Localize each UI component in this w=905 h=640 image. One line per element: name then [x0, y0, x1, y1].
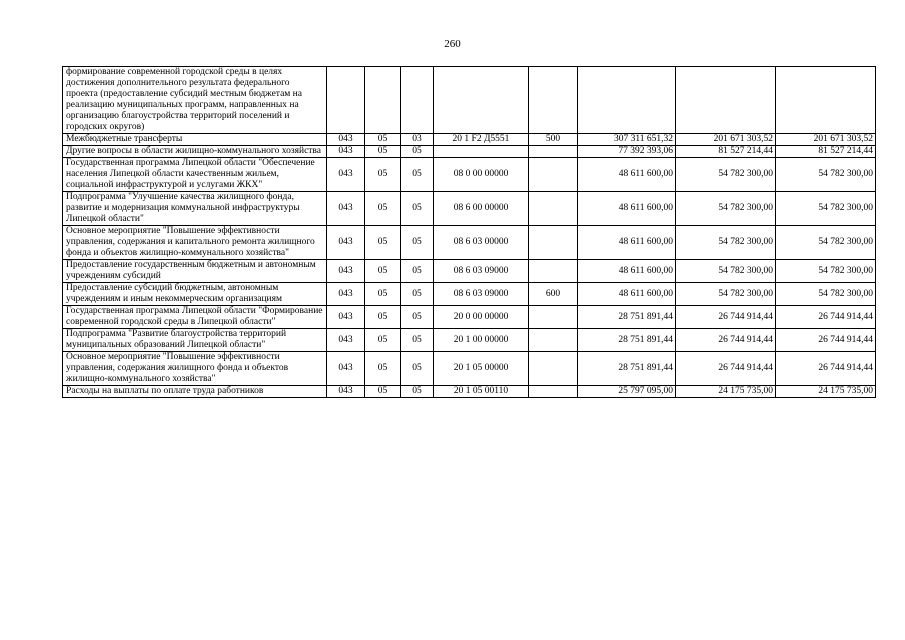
row-name-cell: Государственная программа Липецкой области "Формирование современной городской среды в Липецкой области"	[63, 306, 327, 329]
amount-year3-cell: 26 744 914,44	[776, 352, 876, 386]
target-article-cell: 08 6 03 00000	[434, 226, 529, 260]
amount-year2-cell: 54 782 300,00	[676, 158, 776, 192]
amount-year1-cell: 48 611 600,00	[578, 158, 676, 192]
expense-type-cell: 500	[529, 134, 578, 146]
ved-code-cell: 043	[327, 329, 365, 352]
amount-year1-cell: 28 751 891,44	[578, 352, 676, 386]
table-row	[63, 386, 876, 398]
amount-year1-cell: 77 392 393,06	[578, 146, 676, 158]
amount-year1-cell: 48 611 600,00	[578, 283, 676, 306]
section-code-cell: 05	[365, 352, 401, 386]
amount-year1-cell: 28 751 891,44	[578, 306, 676, 329]
ved-code-cell: 043	[327, 158, 365, 192]
amount-year2-cell: 54 782 300,00	[676, 283, 776, 306]
expense-type-cell: 600	[529, 283, 578, 306]
row-name-cell: Расходы на выплаты по оплате труда работников	[63, 386, 327, 398]
subsection-code-cell	[401, 67, 434, 134]
amount-year1-cell: 48 611 600,00	[578, 226, 676, 260]
amount-year1-cell: 25 797 095,00	[578, 386, 676, 398]
section-code-cell: 05	[365, 283, 401, 306]
target-article-cell: 20 1 00 00000	[434, 329, 529, 352]
amount-year1-cell	[578, 67, 676, 134]
row-name-cell: Предоставление субсидий бюджетным, автономным учреждениям и иным некоммерческим организациям	[63, 283, 327, 306]
subsection-code-cell: 05	[401, 329, 434, 352]
expense-type-cell	[529, 386, 578, 398]
amount-year1-cell: 48 611 600,00	[578, 192, 676, 226]
amount-year2-cell: 26 744 914,44	[676, 352, 776, 386]
amount-year3-cell: 201 671 303,52	[776, 134, 876, 146]
ved-code-cell: 043	[327, 192, 365, 226]
table-body	[63, 67, 876, 398]
table-row	[63, 67, 876, 134]
ved-code-cell: 043	[327, 352, 365, 386]
amount-year3-cell: 24 175 735,00	[776, 386, 876, 398]
target-article-cell: 08 0 00 00000	[434, 158, 529, 192]
ved-code-cell: 043	[327, 283, 365, 306]
table-row	[63, 283, 876, 306]
target-article-cell: 08 6 03 09000	[434, 260, 529, 283]
section-code-cell: 05	[365, 134, 401, 146]
amount-year2-cell: 54 782 300,00	[676, 226, 776, 260]
amount-year2-cell	[676, 67, 776, 134]
amount-year3-cell: 81 527 214,44	[776, 146, 876, 158]
amount-year3-cell: 26 744 914,44	[776, 329, 876, 352]
section-code-cell	[365, 67, 401, 134]
ved-code-cell: 043	[327, 386, 365, 398]
subsection-code-cell: 05	[401, 260, 434, 283]
ved-code-cell: 043	[327, 306, 365, 329]
amount-year2-cell: 24 175 735,00	[676, 386, 776, 398]
row-name-cell: Государственная программа Липецкой области "Обеспечение населения Липецкой области качественным жильем, социальной инфраструктурой и услугами ЖКХ"	[63, 158, 327, 192]
row-name-cell: Подпрограмма "Развитие благоустройства территорий муниципальных образований Липецкой области"	[63, 329, 327, 352]
amount-year1-cell: 28 751 891,44	[578, 329, 676, 352]
amount-year2-cell: 26 744 914,44	[676, 329, 776, 352]
amount-year3-cell: 54 782 300,00	[776, 192, 876, 226]
ved-code-cell: 043	[327, 226, 365, 260]
target-article-cell	[434, 67, 529, 134]
section-code-cell: 05	[365, 146, 401, 158]
subsection-code-cell: 03	[401, 134, 434, 146]
expense-type-cell	[529, 306, 578, 329]
expense-type-cell	[529, 192, 578, 226]
ved-code-cell	[327, 67, 365, 134]
amount-year3-cell: 54 782 300,00	[776, 226, 876, 260]
target-article-cell: 08 6 03 09000	[434, 283, 529, 306]
table-row	[63, 146, 876, 158]
amount-year1-cell: 48 611 600,00	[578, 260, 676, 283]
table-row	[63, 352, 876, 386]
expense-type-cell	[529, 329, 578, 352]
target-article-cell: 20 1 F2 Д5551	[434, 134, 529, 146]
amount-year2-cell: 201 671 303,52	[676, 134, 776, 146]
amount-year2-cell: 81 527 214,44	[676, 146, 776, 158]
row-name-cell: Основное мероприятие "Повышение эффективности управления, содержания жилищного фонда и объектов жилищно-коммунального хозяйства"	[63, 352, 327, 386]
expense-type-cell	[529, 352, 578, 386]
amount-year3-cell: 54 782 300,00	[776, 158, 876, 192]
section-code-cell: 05	[365, 329, 401, 352]
subsection-code-cell: 05	[401, 352, 434, 386]
expense-type-cell	[529, 158, 578, 192]
row-name-cell: формирование современной городской среды в целях достижения дополнительного результата федерального проекта (предоставление субсидий местным бюджетам на реализацию муниципальных программ, направленных на организацию благоустройства территорий поселений и городских округов)	[63, 67, 327, 134]
subsection-code-cell: 05	[401, 146, 434, 158]
table-row	[63, 192, 876, 226]
table-row	[63, 329, 876, 352]
amount-year3-cell: 54 782 300,00	[776, 283, 876, 306]
row-name-cell: Предоставление государственным бюджетным и автономным учреждениям субсидий	[63, 260, 327, 283]
expense-type-cell	[529, 67, 578, 134]
section-code-cell: 05	[365, 260, 401, 283]
subsection-code-cell: 05	[401, 283, 434, 306]
amount-year2-cell: 54 782 300,00	[676, 192, 776, 226]
section-code-cell: 05	[365, 386, 401, 398]
target-article-cell: 08 6 00 00000	[434, 192, 529, 226]
section-code-cell: 05	[365, 226, 401, 260]
amount-year2-cell: 54 782 300,00	[676, 260, 776, 283]
subsection-code-cell: 05	[401, 192, 434, 226]
expense-type-cell	[529, 260, 578, 283]
expense-type-cell	[529, 226, 578, 260]
target-article-cell: 20 1 05 00000	[434, 352, 529, 386]
amount-year3-cell	[776, 67, 876, 134]
section-code-cell: 05	[365, 306, 401, 329]
section-code-cell: 05	[365, 158, 401, 192]
amount-year2-cell: 26 744 914,44	[676, 306, 776, 329]
subsection-code-cell: 05	[401, 158, 434, 192]
target-article-cell: 20 1 05 00110	[434, 386, 529, 398]
page-number: 260	[444, 38, 461, 50]
budget-table	[62, 66, 876, 398]
amount-year3-cell: 26 744 914,44	[776, 306, 876, 329]
row-name-cell: Межбюджетные трансферты	[63, 134, 327, 146]
subsection-code-cell: 05	[401, 226, 434, 260]
expense-type-cell	[529, 146, 578, 158]
ved-code-cell: 043	[327, 260, 365, 283]
table-row	[63, 134, 876, 146]
table-row	[63, 226, 876, 260]
table-row	[63, 260, 876, 283]
ved-code-cell: 043	[327, 134, 365, 146]
subsection-code-cell: 05	[401, 306, 434, 329]
amount-year3-cell: 54 782 300,00	[776, 260, 876, 283]
row-name-cell: Подпрограмма "Улучшение качества жилищного фонда, развитие и модернизация коммунальной инфраструктуры Липецкой области"	[63, 192, 327, 226]
target-article-cell	[434, 146, 529, 158]
table-row	[63, 306, 876, 329]
section-code-cell: 05	[365, 192, 401, 226]
amount-year1-cell: 307 311 651,32	[578, 134, 676, 146]
row-name-cell: Другие вопросы в области жилищно-коммунального хозяйства	[63, 146, 327, 158]
row-name-cell: Основное мероприятие "Повышение эффективности управления, содержания и капитального ремонта жилищного фонда и объектов жилищно-коммунального хозяйства"	[63, 226, 327, 260]
target-article-cell: 20 0 00 00000	[434, 306, 529, 329]
table-row	[63, 158, 876, 192]
ved-code-cell: 043	[327, 146, 365, 158]
subsection-code-cell: 05	[401, 386, 434, 398]
